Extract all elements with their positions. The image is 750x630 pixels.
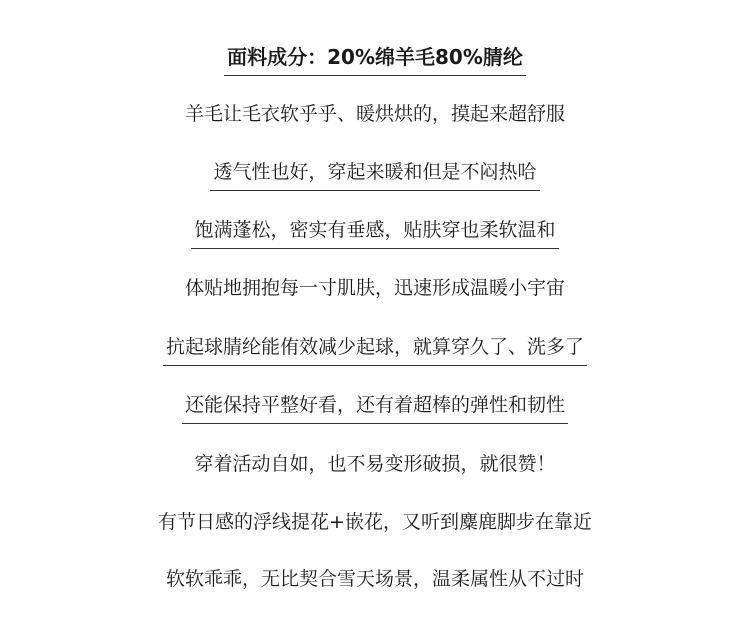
description-text: 有节日感的浮线提花+嵌花，又听到麋鹿脚步在靠近 — [158, 511, 592, 533]
description-line — [0, 101, 750, 132]
description-text: 穿着活动自如，也不易变形破损，就很赞！ — [194, 453, 556, 475]
description-text: 抗起球腈纶能侑效减少起球，就算穿久了、洗多了 — [163, 334, 587, 366]
description-line — [0, 217, 750, 249]
description-line — [0, 451, 750, 482]
fabric-composition-heading — [0, 44, 750, 76]
heading-text: 面料成分：20%绵羊毛80%腈纶 — [224, 44, 526, 76]
description-text: 软软乖乖，无比契合雪天场景，温柔属性从不过时 — [165, 568, 584, 590]
description-text: 体贴地拥抱每一寸肌肤，迅速形成温暖小宇宙 — [184, 277, 565, 299]
description-text: 透气性也好，穿起来暖和但是不闷热哈 — [210, 159, 539, 191]
description-line — [0, 334, 750, 366]
description-text: 羊毛让毛衣软乎乎、暖烘烘的，摸起来超舒服 — [184, 103, 565, 125]
description-text: 饱满蓬松，密实有垂感，贴肤穿也柔软温和 — [191, 217, 558, 249]
description-line — [0, 509, 750, 540]
description-text: 还能保持平整好看，还有着超棒的弹性和韧性 — [182, 392, 568, 424]
description-line — [0, 159, 750, 191]
description-line — [0, 275, 750, 306]
description-line — [0, 392, 750, 424]
description-line — [0, 566, 750, 597]
